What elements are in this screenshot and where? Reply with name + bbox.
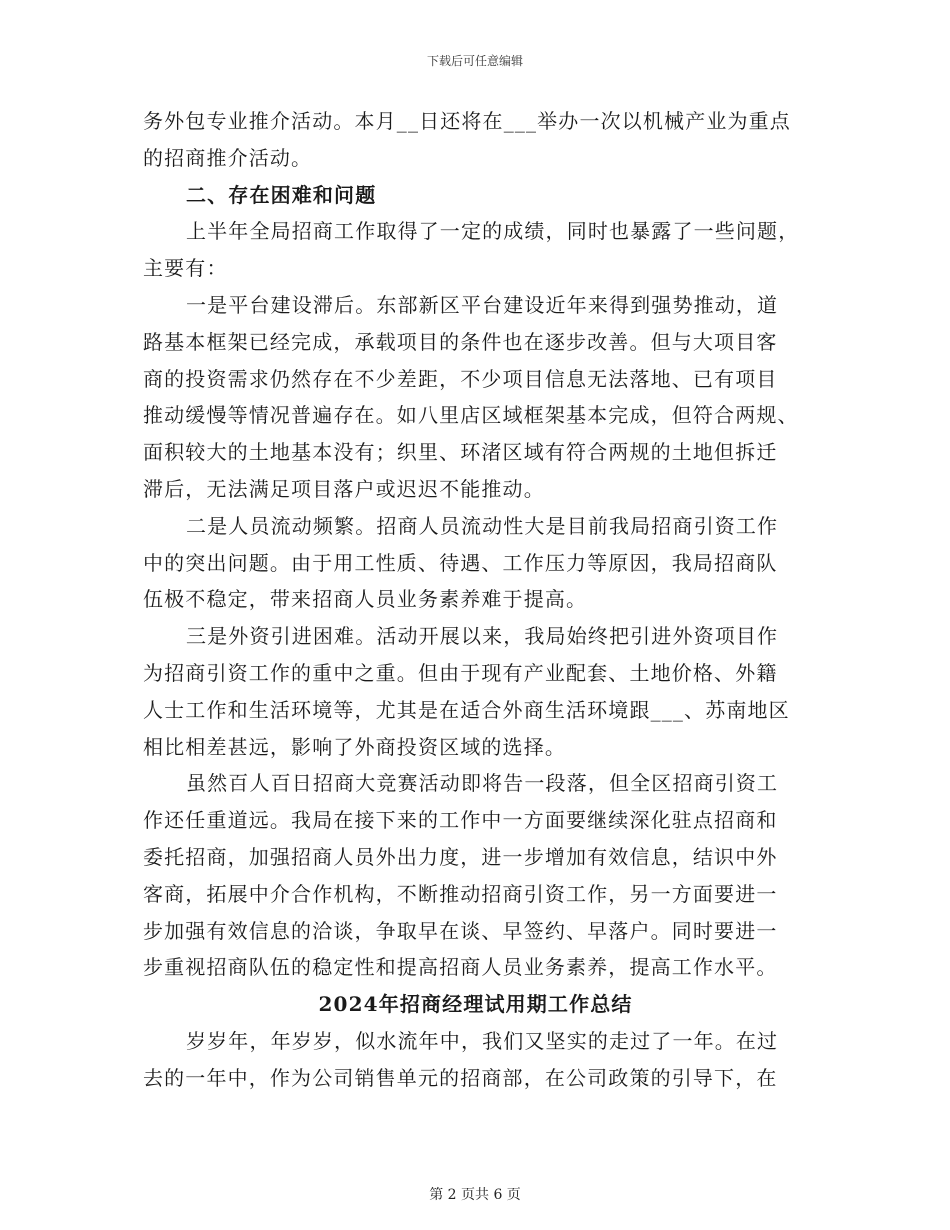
text-line: 面积较大的土地基本没有；织里、环渚区域有符合两规的土地但拆迁: [143, 440, 778, 465]
text-line: 为招商引资工作的重中之重。但由于现有产业配套、土地价格、外籍: [143, 660, 778, 685]
text-line: 人士工作和生活环境等，尤其是在适合外商生活环境跟___、苏南地区: [143, 697, 790, 722]
text-line: 务外包专业推介活动。本月__日还将在___举办一次以机械产业为重点: [143, 109, 791, 133]
heading-line: 二、存在困难和问题: [186, 182, 377, 207]
text-line: 步加强有效信息的洽谈，争取早在谈、早签约、早落户。同时要进一: [143, 918, 778, 943]
text-line: 伍极不稳定，带来招商人员业务素养难于提高。: [143, 587, 588, 612]
text-line: 客商，拓展中介合作机构，不断推动招商引资工作，另一方面要进一: [143, 881, 778, 906]
text-line: 滞后，无法满足项目落户或迟迟不能推动。: [143, 476, 545, 501]
text-line: 商的投资需求仍然存在不少差距，不少项目信息无法落地、已有项目: [143, 366, 778, 391]
heading-line: 2024年招商经理试用期工作总结: [318, 992, 633, 1017]
text-line: 步重视招商队伍的稳定性和提高招商人员业务素养，提高工作水平。: [143, 955, 778, 980]
page-footer: 第 2 页共 6 页: [429, 1187, 521, 1203]
text-line: 推动缓慢等情况普遍存在。如八里店区域框架基本完成，但符合两规、: [143, 403, 799, 428]
page-header: 下载后可任意编辑: [426, 54, 523, 68]
text-line: 上半年全局招商工作取得了一定的成绩，同时也暴露了一些问题，: [186, 219, 800, 244]
text-line: 一是平台建设滞后。东部新区平台建设近年来得到强势推动，道: [186, 292, 779, 317]
text-line: 岁岁年，年岁岁，似水流年中，我们又坚实的走过了一年。在过: [186, 1028, 779, 1053]
text-line: 的招商推介活动。: [143, 145, 313, 170]
text-line: 去的一年中，作为公司销售单元的招商部，在公司政策的引导下，在: [143, 1065, 778, 1090]
text-line: 三是外资引进困难。活动开展以来，我局始终把引进外资项目作: [186, 624, 779, 649]
text-line: 相比相差甚远，影响了外商投资区域的选择。: [143, 734, 566, 759]
text-line: 委托招商，加强招商人员外出力度，进一步增加有效信息，结识中外: [143, 844, 778, 869]
text-line: 中的突出问题。由于用工性质、待遇、工作压力等原因，我局招商队: [143, 550, 778, 575]
text-line: 虽然百人百日招商大竞赛活动即将告一段落，但全区招商引资工: [186, 771, 779, 796]
text-line: 二是人员流动频繁。招商人员流动性大是目前我局招商引资工作: [186, 513, 779, 538]
text-line: 作还任重道远。我局在接下来的工作中一方面要继续深化驻点招商和: [143, 808, 778, 833]
document-body: [143, 103, 808, 1097]
text-line: 主要有：: [143, 256, 228, 281]
text-line: 路基本框架已经完成，承载项目的条件也在逐步改善。但与大项目客: [143, 329, 778, 354]
